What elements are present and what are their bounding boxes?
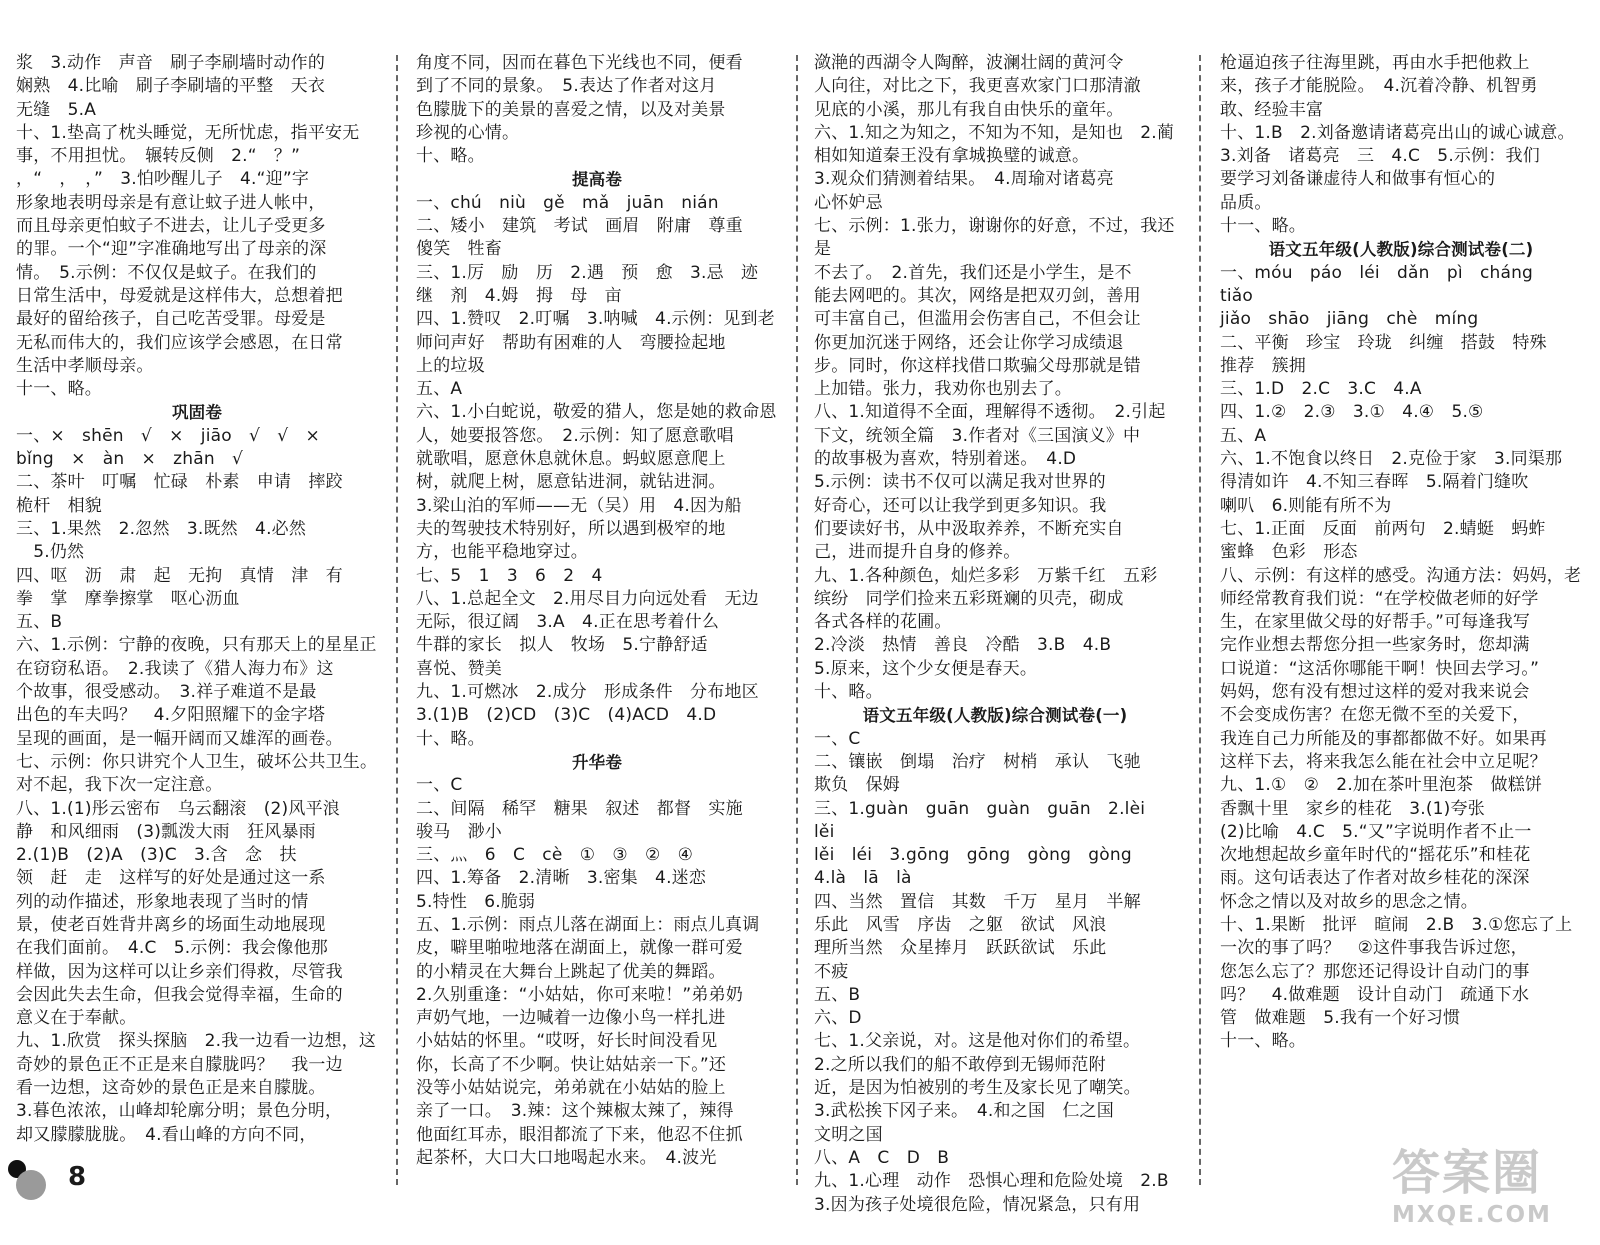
- answer-line: 乐此 风雪 序齿 之躯 欲试 风浪: [814, 914, 1107, 935]
- answer-line: 十一、略。: [1220, 216, 1306, 237]
- answer-line: 五、A: [1220, 425, 1267, 446]
- answer-line: 雨。这句话表达了作者对故乡桂花的深深: [1220, 868, 1530, 889]
- answer-line: 文明之国: [814, 1124, 883, 1145]
- answer-line: 而且母亲更怕蚊子不进去，让儿子受更多: [16, 216, 326, 237]
- answer-line: 各式各样的花圃。: [814, 612, 952, 633]
- answer-line: 5.特性 6.脆弱: [416, 891, 536, 912]
- answer-line: 领 赶 走 这样写的好处是通过这一系: [16, 868, 326, 889]
- answer-line: 桅杆 相貌: [16, 495, 102, 516]
- answer-line: 怀念之情以及对故乡的思念之情。: [1220, 891, 1478, 912]
- answer-line: 五、1.示例：雨点儿落在湖面上：雨点儿真调: [416, 914, 760, 935]
- answer-line: 十、1.果断 批评 暄闹 2.B 3.①您忘了上: [1220, 914, 1573, 935]
- answer-line: 品质。: [1220, 192, 1272, 213]
- answer-line: 六、1.知之为知之，不知为不知，是知也 2.蔺: [814, 122, 1175, 143]
- answer-line: 九、1.欣赏 探头探脑 2.我一边看一边想，这: [16, 1031, 377, 1052]
- answer-line: 形象地表明母亲是有意让蚊子进人帐中，: [16, 192, 326, 213]
- answer-line: 一、C: [416, 775, 463, 796]
- answer-line: bǐng × àn × zhān √: [16, 449, 244, 470]
- answer-line: 3.因为孩子处境很危险，情况紧急，只有用: [814, 1194, 1141, 1215]
- answer-line: 亲了一口。 3.辣：这个辣椒太辣了，辣得: [416, 1101, 734, 1122]
- answer-line: 上加错。张力，我劝你也别去了。: [814, 379, 1072, 400]
- answer-line: 次地想起故乡童年时代的“摇花乐”和桂花: [1220, 845, 1531, 866]
- answer-line: 会因此失去生命，但我会觉得幸福，生命的: [16, 984, 343, 1005]
- text-column-4: [1220, 52, 1582, 1054]
- answer-line: 情。 5.示例：不仅仅是蚊子。在我们的: [16, 262, 317, 283]
- answer-line: 上的垃圾: [416, 355, 485, 376]
- column-divider: [396, 55, 398, 1185]
- answer-line: 七、示例：你只讲究个人卫生，破坏公共卫生。: [16, 751, 378, 772]
- column-divider: [1199, 55, 1201, 1185]
- answer-line: 色朦胧下的美景的喜爱之情，以及对美景: [416, 99, 726, 120]
- answer-line: 3.刘备 诸葛亮 三 4.C 5.示例：我们: [1220, 146, 1540, 167]
- answer-line: 4.là lā là: [814, 868, 912, 889]
- answer-line: 的故事极为喜欢，特别着迷。 4.D: [814, 449, 1077, 470]
- answer-line: 见底的小溪，那儿有我自由快乐的童年。: [814, 99, 1124, 120]
- answer-line: 七、示例：1.张力，谢谢你的好意，不过，我还是: [814, 216, 1175, 260]
- answer-line: 的罪。一个“迎”字准确地写出了母亲的深: [16, 239, 327, 260]
- answer-line: 傻笑 牲畜: [416, 239, 502, 260]
- answer-line: 得清如许 4.不知三春晖 5.隔着门缝吹: [1220, 472, 1529, 493]
- answer-line: (2)比喻 4.C 5.“又”字说明作者不止一: [1220, 821, 1532, 842]
- answer-line: 下文，统领全篇 3.作者对《三国演义》中: [814, 425, 1141, 446]
- section-heading: 提高卷: [571, 170, 623, 190]
- answer-line: 三、1.D 2.C 3.C 4.A: [1220, 379, 1422, 400]
- answer-line: 不去了。 2.首先，我们还是小学生，是不: [814, 262, 1132, 283]
- answer-line: 这样下去，将来我怎么能在社会中立足呢？: [1220, 751, 1547, 772]
- watermark-url: MXQE.COM: [1392, 1202, 1552, 1228]
- answer-line: 枪逼迫孩子往海里跳，再由水手把他救上: [1220, 53, 1530, 73]
- section-heading: 语文五年级(人教版)综合测试卷(二): [1268, 240, 1534, 260]
- answer-line: 缤纷 同学们捡来五彩斑斓的贝壳，砌成: [814, 588, 1124, 609]
- answer-line: 他面红耳赤，眼泪都流了下来，他忍不住抓: [416, 1124, 743, 1145]
- answer-line: 列的动作描述，形象地表现了当时的情: [16, 891, 309, 912]
- answer-line: 的小精灵在大舞台上跳起了优美的舞蹈。: [416, 961, 726, 982]
- answer-line: 五、A: [416, 379, 463, 400]
- answer-line: 一、móu páo léi dǎn pì cháng tiǎo: [1220, 262, 1551, 306]
- answer-line: 三、1.厉 励 历 2.遇 预 愈 3.忌 迹: [416, 262, 759, 283]
- answer-line: 到了不同的景象。 5.表达了作者对这月: [416, 76, 717, 97]
- answer-line: 2.冷淡 热情 善良 冷酷 3.B 4.B: [814, 635, 1112, 656]
- answer-line: 六、D: [814, 1008, 862, 1029]
- answer-line: 皮，噼里啪啦地落在湖面上，就像一群可爱: [416, 938, 743, 959]
- answer-line: 2.(1)B (2)A (3)C 3.含 念 扶: [16, 845, 297, 866]
- answer-line: 四、1.② 2.③ 3.① 4.④ 5.⑤: [1220, 402, 1484, 423]
- answer-line: 生，在家里做父母的好帮手。”可每逢我写: [1220, 612, 1531, 633]
- answer-line: 5.仍然: [16, 542, 85, 563]
- answer-line: 一、chú niù gě mǎ juān nián: [416, 192, 719, 213]
- answer-line: 喜悦、赞美: [416, 658, 502, 679]
- gray-dot-icon: [16, 1170, 46, 1200]
- answer-line: ，“ ， ，” 3.怕吵醒儿子 4.“迎”字: [16, 169, 310, 190]
- answer-line: 事，不用担忧。 辗转反侧 2.“ ？”: [16, 146, 301, 167]
- answer-line: 欺负 保姆: [814, 775, 900, 796]
- answer-line: 你更加沉迷于网络，还会让你学习成绩退: [814, 332, 1124, 353]
- answer-line: 你，长高了不少啊。快让姑姑亲一下。”还: [416, 1054, 727, 1075]
- answer-line: 五、B: [16, 612, 63, 633]
- answer-line: 声奶气地，一边喊着一边像小鸟一样扎进: [416, 1008, 726, 1029]
- answer-line: 方，也能平稳地穿过。: [416, 542, 588, 563]
- answer-line: 四、当然 置信 其数 千万 星月 半解: [814, 891, 1141, 912]
- answer-line: 师经常教育我们说：“在学校做老师的好学: [1220, 588, 1539, 609]
- answer-line: 无际，很辽阔 3.A 4.正在思考着什么: [416, 612, 720, 633]
- answer-line: 七、5 1 3 6 2 4: [416, 565, 603, 586]
- answer-line: 3.暮色浓浓，山峰却轮廓分明；景色分明，: [16, 1101, 343, 1122]
- answer-line: 就歌唱，愿意休息就休息。蚂蚁愿意爬上: [416, 449, 726, 470]
- answer-line: 牛群的家长 拟人 牧场 5.宁静舒适: [416, 635, 708, 656]
- answer-line: 出色的车夫吗？ 4.夕阳照耀下的金字塔: [16, 705, 326, 726]
- answer-line: 十一、略。: [1220, 1031, 1306, 1052]
- answer-line: 六、1.不饱食以终日 2.克俭于家 3.同渠那: [1220, 449, 1563, 470]
- answer-line: 3.(1)B (2)CD (3)C (4)ACD 4.D: [416, 705, 717, 726]
- answer-line: 二、间隔 稀罕 糖果 叙述 都督 实施: [416, 798, 743, 819]
- answer-line: 静 和风细雨 (3)瓢泼大雨 狂风暴雨: [16, 821, 316, 842]
- answer-line: 吗？ 4.做难题 设计自动门 疏通下水: [1220, 984, 1530, 1005]
- answer-line: 我连自己力所能及的事都都做不好。如果再: [1220, 728, 1547, 749]
- answer-line: 近，是因为怕被别的考生及家长见了嘲笑。: [814, 1078, 1141, 1099]
- answer-line: 珍视的心情。: [416, 122, 520, 143]
- answer-line: 2.之所以我们的船不敢停到无锡师范附: [814, 1054, 1106, 1075]
- answer-line: 5.示例：读书不仅可以满足我对世界的: [814, 472, 1106, 493]
- answer-line: 九、1.各种颜色，灿烂多彩 万紫千红 五彩: [814, 565, 1158, 586]
- answer-line: 十、1.垫高了枕头睡觉，无所忧虑，指平安无: [16, 122, 360, 143]
- answer-line: 九、1.① ② 2.加在茶叶里泡茶 做糕饼: [1220, 775, 1543, 796]
- answer-line: 八、示例：有这样的感受。沟通方法：妈妈，老: [1220, 565, 1582, 586]
- site-watermark: [1392, 1145, 1592, 1235]
- text-column-2: [416, 52, 778, 1170]
- answer-line: lěi léi 3.gōng gōng gòng gòng: [814, 845, 1132, 866]
- answer-line: 三、灬 6 C cè ① ③ ② ④: [416, 845, 694, 866]
- answer-line: 敢、经验丰富: [1220, 99, 1324, 120]
- text-column-1: [16, 52, 378, 1147]
- answer-line: 三、1.果然 2.忽然 3.既然 4.必然: [16, 518, 307, 539]
- answer-line: 无私而伟大的，我们应该学会感恩，在日常: [16, 332, 343, 353]
- answer-line: 可丰富自己，但滥用会伤害自己，不但会让: [814, 309, 1141, 330]
- answer-line: jiǎo shāo jiāng chè míng: [1220, 309, 1479, 330]
- answer-line: 在窃窃私语。 2.我读了《猎人海力布》这: [16, 658, 334, 679]
- answer-line: 潋滟的西湖令人陶醉，波澜壮阔的黄河令: [814, 53, 1124, 73]
- column-divider: [796, 55, 798, 1185]
- answer-line: 人向往，对比之下，我更喜欢家门口那清澈: [814, 76, 1141, 97]
- answer-line: 无缝 5.A: [16, 99, 97, 120]
- answer-line: 在我们面前。 4.C 5.示例：我会像他那: [16, 938, 329, 959]
- answer-line: 香飘十里 家乡的桂花 3.(1)夸张: [1220, 798, 1485, 819]
- answer-line: 一、× shēn √ × jiāo √ √ ×: [16, 425, 320, 446]
- answer-line: 角度不同，因而在暮色下光线也不同，便看: [416, 53, 743, 73]
- answer-line: 九、1.可燃冰 2.成分 形成条件 分布地区: [416, 682, 759, 703]
- answer-line: 管 做难题 5.我有一个好习惯: [1220, 1008, 1461, 1029]
- text-column-3: [814, 52, 1176, 1217]
- answer-line: 六、1.示例：宁静的夜晚，只有那天上的星星正: [16, 635, 377, 656]
- answer-line: 二、茶叶 叮嘱 忙碌 朴素 申请 摔跤: [16, 472, 343, 493]
- answer-line: 们要读好书，从中汲取养养，不断充实自: [814, 518, 1124, 539]
- answer-line: 妈妈，您有没有想过这样的爱对我来说会: [1220, 682, 1530, 703]
- answer-line: 3.武松挨下冈子来。 4.和之国 仁之国: [814, 1101, 1114, 1122]
- answer-line: 奇妙的景色正不正是来自朦胧吗？ 我一边: [16, 1054, 343, 1075]
- page-number: 8: [68, 1162, 87, 1192]
- answer-line: 拳 掌 摩拳擦掌 呕心沥血: [16, 588, 240, 609]
- answer-line: 师问声好 帮助有困难的人 弯腰捡起地: [416, 332, 726, 353]
- answer-line: 五、B: [814, 984, 861, 1005]
- answer-line: 日常生活中，母爱就是这样伟大，总想着把: [16, 285, 343, 306]
- watermark-logo-text: 答案圈: [1392, 1145, 1543, 1201]
- answer-line: 七、1.父亲说，对。这是他对你们的希望。: [814, 1031, 1141, 1052]
- answer-line: 八、1.(1)彤云密布 乌云翻滚 (2)风平浪: [16, 798, 340, 819]
- answer-line: 九、1.心理 动作 恐惧心理和危险处境 2.B: [814, 1171, 1169, 1192]
- answer-line: 个故事，很受感动。 3.祥子难道不是最: [16, 682, 317, 703]
- answer-line: 二、平衡 珍宝 玲珑 纠缠 搭鼓 特殊: [1220, 332, 1547, 353]
- section-heading: 语文五年级(人教版)综合测试卷(一): [862, 706, 1128, 726]
- answer-line: 样做，因为这样可以让乡亲们得救，尽管我: [16, 961, 343, 982]
- answer-line: 生活中孝顺母亲。: [16, 355, 154, 376]
- answer-line: 七、1.正面 反面 前两句 2.蜻蜓 蚂蚱: [1220, 518, 1546, 539]
- answer-line: 夫的驾驶技术特别好，所以遇到极窄的地: [416, 518, 726, 539]
- answer-line: 一、C: [814, 728, 861, 749]
- answer-line: 骏马 渺小: [416, 821, 502, 842]
- answer-line: 却又朦朦胧胧。 4.看山峰的方向不同，: [16, 1124, 317, 1145]
- answer-line: 继 剂 4.姆 拇 母 亩: [416, 285, 622, 306]
- answer-line: 推荐 簇拥: [1220, 355, 1306, 376]
- answer-line: 要学习刘备谦虚待人和做事有恒心的: [1220, 169, 1496, 190]
- answer-line: 呈现的画面，是一幅开阔而又雄浑的画卷。: [16, 728, 343, 749]
- answer-line: 树，就爬上树，愿意钻进洞，就钻进洞。: [416, 472, 726, 493]
- answer-line: 八、A C D B: [814, 1147, 950, 1168]
- answer-line: 景，使老百姓背井离乡的场面生动地展现: [16, 914, 326, 935]
- answer-line: 浆 3.动作 声音 刷子李刷墙时动作的: [16, 53, 326, 73]
- answer-line: 四、1.筹备 2.清晰 3.密集 4.迷恋: [416, 868, 707, 889]
- answer-line: 二、矮小 建筑 考试 画眉 附庸 尊重: [416, 216, 743, 237]
- answer-line: 八、1.知道得不全面，理解得不透彻。 2.引起: [814, 402, 1166, 423]
- answer-line: 己，进而提升自身的修养。: [814, 542, 1021, 563]
- answer-line: 六、1.小白蛇说，敬爱的猎人，您是她的救命恩: [416, 402, 777, 423]
- section-heading: 巩固卷: [171, 403, 223, 423]
- answer-line: 四、呕 沥 肃 起 无拘 真情 津 有: [16, 565, 343, 586]
- answer-line: 十、略。: [416, 728, 485, 749]
- answer-line: 十、略。: [814, 682, 883, 703]
- answer-line: 小姑姑的怀里。“哎呀，好长时间没看见: [416, 1031, 718, 1052]
- answer-line: 相如知道秦王没有拿城换璧的诚意。: [814, 146, 1090, 167]
- answer-line: 完作业想去帮您分担一些家务时，您却满: [1220, 635, 1530, 656]
- answer-line: 四、1.赞叹 2.叮嘱 3.呐喊 4.示例：见到老: [416, 309, 775, 330]
- answer-line: 理所当然 众星捧月 跃跃欲试 乐此: [814, 938, 1107, 959]
- answer-line: 看一边想，这奇妙的景色正是来自朦胧。: [16, 1078, 326, 1099]
- answer-line: 喇叭 6.则能有所不为: [1220, 495, 1392, 516]
- answer-line: 蜜蜂 色彩 形态: [1220, 542, 1358, 563]
- answer-line: 娴熟 4.比喻 刷子李刷墙的平整 天衣: [16, 76, 326, 97]
- answer-line: 5.原来，这个少女便是春天。: [814, 658, 1038, 679]
- answer-line: 对不起，我下次一定注意。: [16, 775, 223, 796]
- answer-line: 好奇心，还可以让我学到更多知识。我: [814, 495, 1107, 516]
- answer-line: 能去网吧的。其次，网络是把双刃剑，善用: [814, 285, 1141, 306]
- answer-line: 心怀妒忌: [814, 192, 883, 213]
- answer-line: 您怎么忘了？那您还记得设计自动门的事: [1220, 961, 1530, 982]
- answer-line: 十、略。: [416, 146, 485, 167]
- answer-line: 3.观众们猜测着结果。 4.周瑜对诸葛亮: [814, 169, 1114, 190]
- answer-line: 意义在于奉献。: [16, 1008, 137, 1029]
- answer-line: 二、镶嵌 倒塌 治疗 树梢 承认 飞驰: [814, 751, 1141, 772]
- answer-line: 十、1.B 2.刘备邀请诸葛亮出山的诚心诚意。: [1220, 122, 1575, 143]
- answer-line: 不会变成伤害？在您无微不至的关爱下，: [1220, 705, 1530, 726]
- answer-line: 口说道：“这活你哪能干啊！快回去学习。”: [1220, 658, 1540, 679]
- section-heading: 升华卷: [571, 752, 623, 772]
- answer-line: 八、1.总起全文 2.用尽目力向远处看 无边: [416, 588, 759, 609]
- answer-line: 步。同时，你这样找借口欺骗父母那就是错: [814, 355, 1141, 376]
- answer-line: 最好的留给孩子，自己吃苦受罪。母爱是: [16, 309, 326, 330]
- answer-line: 3.梁山泊的军师——无（吴）用 4.因为船: [416, 495, 742, 516]
- answer-line: 十一、略。: [16, 379, 102, 400]
- answer-line: 来，孩子才能脱险。 4.沉着冷静、机智勇: [1220, 76, 1538, 97]
- answer-line: 人，她要报答您。 2.示例：知了愿意歌唱: [416, 425, 734, 446]
- answer-line: 不疲: [814, 961, 849, 982]
- answer-line: 没等小姑姑说完，弟弟就在小姑姑的脸上: [416, 1078, 726, 1099]
- answer-line: 一次的事了吗？ ②这件事我告诉过您，: [1220, 938, 1528, 959]
- answer-line: 起茶杯，大口大口地喝起水来。 4.波光: [416, 1147, 717, 1168]
- answer-line: 2.久别重逢：“小姑姑，你可来啦！”弟弟奶: [416, 984, 744, 1005]
- answer-line: 三、1.guàn guān guàn guān 2.lèi lěi: [814, 798, 1163, 842]
